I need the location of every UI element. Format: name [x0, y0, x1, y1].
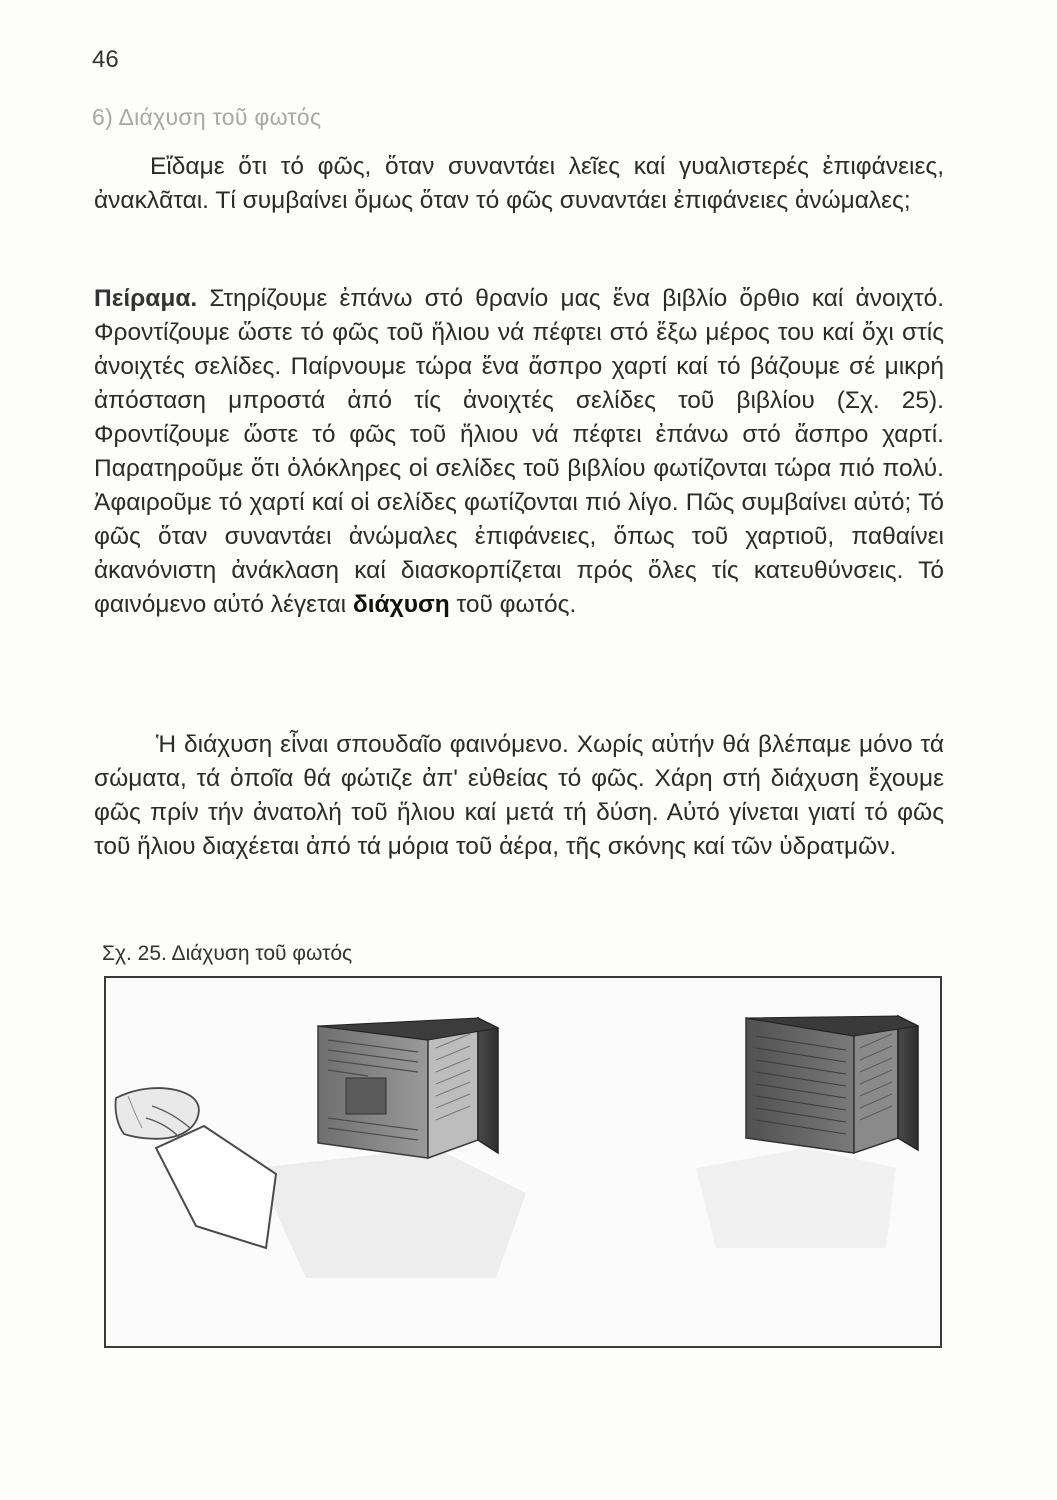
book-cover [478, 1018, 498, 1153]
right-scene [696, 1016, 918, 1248]
dim-light-patch [696, 1148, 896, 1248]
left-scene [115, 1018, 526, 1278]
illustration-svg [106, 978, 940, 1346]
experiment-paragraph [94, 282, 944, 622]
figure-diffusion-illustration [104, 976, 942, 1348]
experiment-label: Πείραμα. [94, 285, 198, 312]
reflected-light-patch [256, 1148, 526, 1278]
intro-paragraph: Εἴδαμε ὅτι τό φῶς, ὅταν συναντάει λεῖες καί γυαλιστερές ἐπιφάνειες, ἀνακλᾶται. Τί συμβαίνει ὅμως ὅταν τό φῶς συναντάει ἐπιφάνειες ἀνώμαλες; [94, 153, 944, 214]
experiment-text-end: τοῦ φωτός. [456, 591, 577, 618]
section-heading: 6) Διάχυση τοῦ φωτός [92, 104, 322, 130]
page-number: 46 [92, 46, 119, 73]
figure-caption: Σχ. 25. Διάχυση τοῦ φωτός [102, 942, 353, 965]
white-paper [156, 1126, 276, 1248]
book-cover-dark [898, 1016, 918, 1150]
experiment-text: Στηρίζουμε ἐπάνω στό θρανίο μας ἕνα βιβλίο ὄρθιο καί ἀνοιχτό. Φροντίζουμε ὥστε τό φῶς τοῦ ἥλιου νά πέφτει στό ἔξω μέρος του καί ὄχι στίς ἀνοιχτές σελίδες. Παίρνουμε τώρα ἕνα ἄσπρο χαρτί καί τό βάζουμε σέ μικρή ἀπόσταση μπροστά ἀπό τίς ἀνοιχτές σελίδες τοῦ βιβλίου (Σχ. 25). Φροντίζουμε ὥστε τό φῶς τοῦ ἥλιου νά πέφτει ἐπάνω στό ἄσπρο χαρτί. Παρατηροῦμε ὅτι ὁλόκληρες οἱ σελίδες τοῦ βιβλίου φωτίζονται τώρα πιό πολύ. Ἀφαιροῦμε τό χαρτί καί οἱ σελίδες φωτίζονται πιό λίγο. Πῶς συμβαίνει αὐτό; Τό φῶς ὅταν συναντάει ἀνώμαλες ἐπιφάνειες, ὅπως τοῦ χαρτιοῦ, παθαίνει ἀκανόνιστη ἀνάκλαση καί διασκορπίζεται πρός ὅλες τίς κατευθύνσεις. Τό φαινόμενο αὐτό λέγεται [94, 285, 945, 618]
conclusion-paragraph: Ἡ διάχυση εἶναι σπουδαῖο φαινόμενο. Χωρίς αὐτήν θά βλέπαμε μόνο τά σώματα, τά ὁποῖα θά φώτιζε ἀπ' εὐθείας τό φῶς. Χάρη στή διάχυση ἔχουμε φῶς πρίν τήν ἀνατολή τοῦ ἥλιου καί μετά τή δύση. Αὐτό γίνεται γιατί τό φῶς τοῦ ἥλιου διαχέεται ἀπό τά μόρια τοῦ ἀέρα, τῆς σκόνης καί τῶν ὑδρατμῶν. [94, 731, 944, 860]
book-right-page-dark [854, 1016, 898, 1153]
page-picture [346, 1078, 386, 1114]
hand-illustration [115, 1088, 198, 1139]
diffusion-term: διάχυση [352, 591, 450, 618]
